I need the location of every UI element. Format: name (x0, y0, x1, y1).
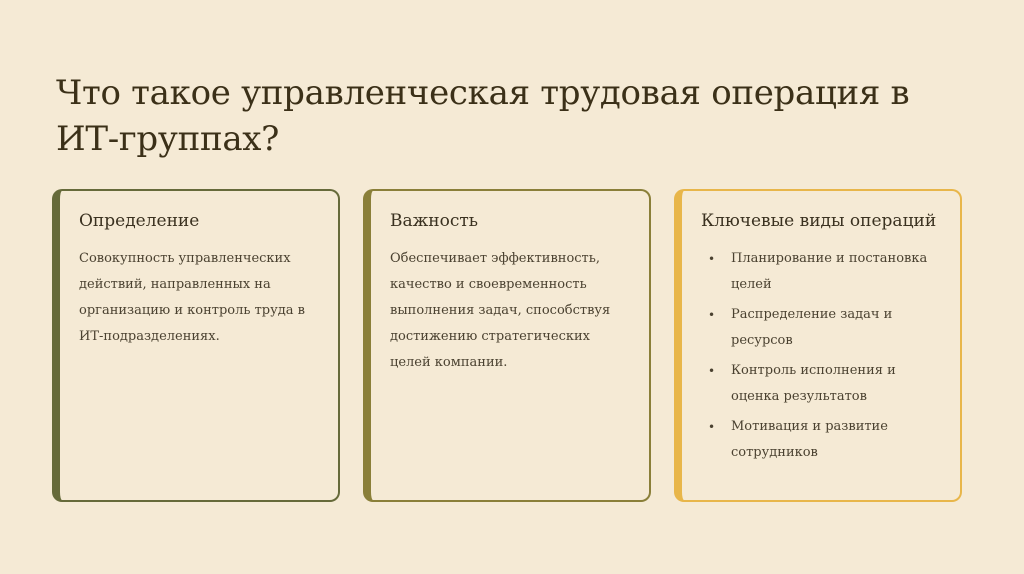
card-text: Обеспечивает эффективность, качество и своевременность выполнения задач, способствуя достижению стратегических целей компании. (390, 251, 611, 370)
list-item-text: Мотивация и развитие сотрудников (731, 419, 888, 460)
list-item-text: Распределение задач и ресурсов (731, 307, 893, 348)
list-item-text: Контроль исполнения и оценка результатов (731, 363, 896, 404)
card-definition (52, 189, 340, 502)
bullet-icon: • (708, 364, 716, 378)
bullet-list (701, 246, 942, 466)
card-importance (363, 189, 651, 502)
bullet-icon: • (708, 420, 716, 434)
card-heading: Важность (390, 211, 479, 231)
list-item-text: Планирование и постановка целей (731, 251, 928, 292)
list-item (701, 358, 942, 410)
bullet-icon: • (708, 308, 716, 322)
card-heading: Ключевые виды операций (701, 211, 937, 231)
slide-title: Что такое управленческая трудовая операция в ИТ-группах? (56, 73, 910, 159)
list-item (701, 302, 942, 354)
bullet-icon: • (708, 252, 716, 266)
card-text: Совокупность управленческих действий, направленных на организацию и контроль труда в ИТ-подразделениях. (79, 251, 305, 344)
list-item (701, 414, 942, 466)
list-item (701, 246, 942, 298)
card-heading: Определение (79, 211, 200, 231)
card-key-operations (674, 189, 962, 502)
